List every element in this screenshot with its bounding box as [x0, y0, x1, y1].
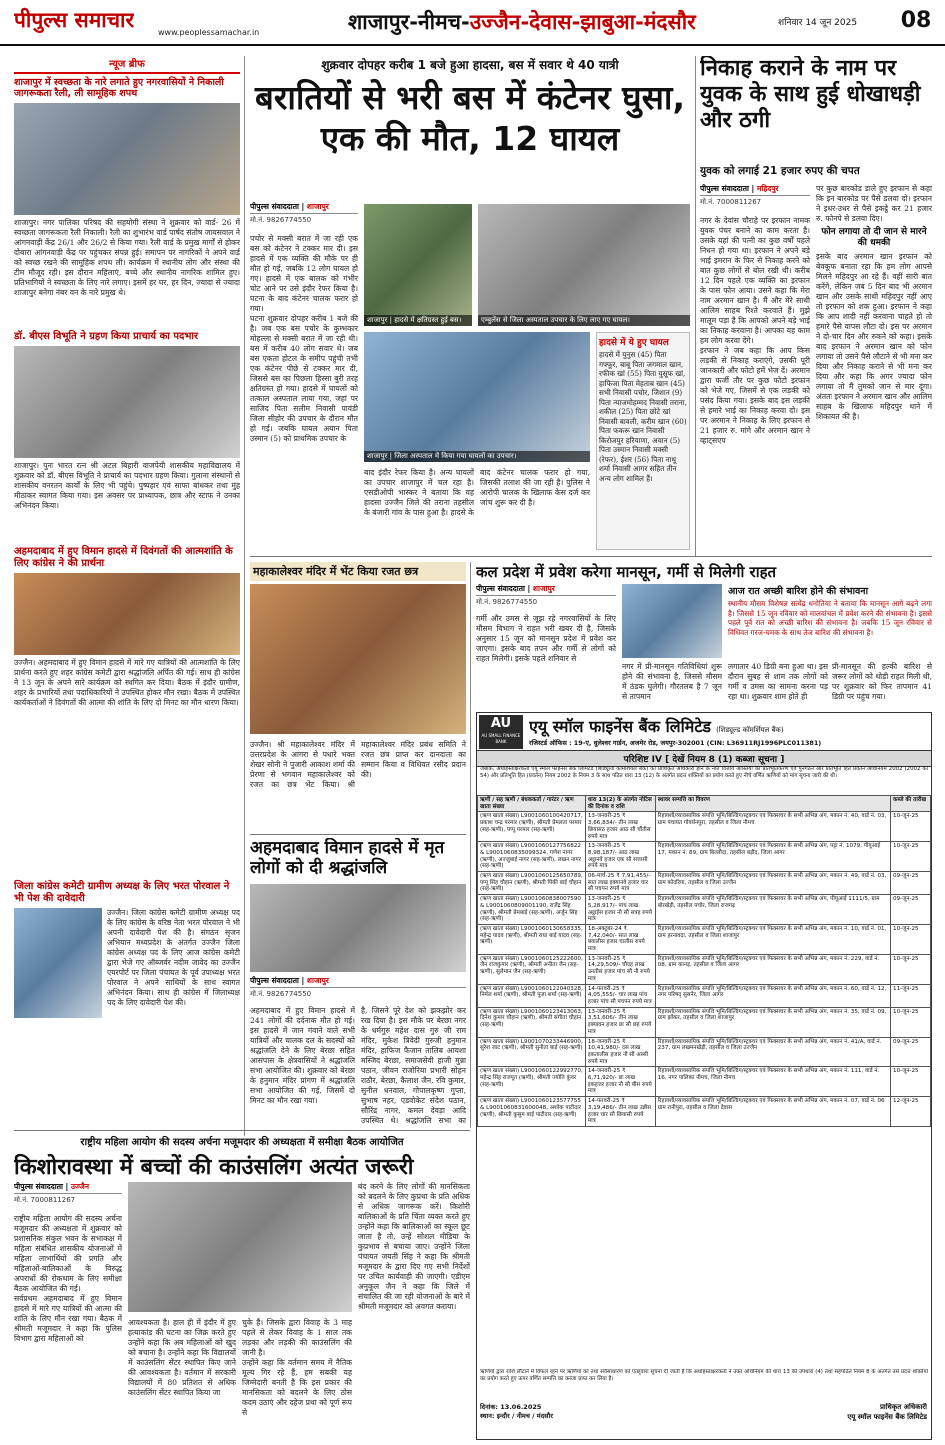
- women-kicker: राष्ट्रीय महिला आयोग की सदस्य अर्चना मजूमदार की अध्यक्षता में समीक्षा बैठक आयोजित: [80, 1137, 404, 1148]
- notice-row: [478, 1097, 931, 1127]
- women-col4: बंद करने के लिए लोगों की मानसिकता को बदलने के लिए कुप्रथा के प्रति अधिक से अधिक जागरूक करें। किशोरी बालिकाओं के प्रति चिंता व्यक्त करते हुए उन्होंने कहा कि बालिकाओं का स्कूल छूट जाता है तो, उन्हें सोशल मीडिया के कुप्रभाव से बचाया जाए। उन्होंने जिला पंचायत जयती सिंह ने कहा कि श्रीमती मजूमदार के द्वारा दिए गए सभी निर्देशों पर उचित कार्यवाही की जाएगी। एडीएम अनुकूल जैन ने कहा कि जिले में संचालित की जा रही योजनाओं के बारे में श्रीमती मजूमदार को अवगत कराया।: [358, 1182, 470, 1312]
- monsoon-intro: स्थानीय मौसम विशेषज्ञ सत्येंद्र धनोतिया ने बताया कि मानसून आगे बढ़ने लगा है। जिससे 15 जून रविवार को मालवांचल में प्रवेश करने की संभावना है। इससे पहले पूर्व रात को अच्छी बारिश की संभावना है। जबकि 15 जून रविवार से विधिवत गरज-चमक के साथ तेज बारिश की संभावना है।: [728, 599, 932, 637]
- bank-notice: [476, 712, 932, 1440]
- fraud-mobile: मो.नं. 7000811267: [700, 198, 762, 206]
- brief-headline-3: अहमदाबाद में हुए विमान हादसे में दिवंगतों की आत्मशांति के लिए कांग्रेस ने की प्रार्थना: [14, 545, 233, 569]
- notice-cell: 14-जनवरी-25 ₹ 6,71,920/- छः लाख इकहत्तर हजार नौ सौ बीस रुपये मात्र: [585, 1067, 655, 1097]
- notice-cell: 12-जून-25: [891, 1097, 931, 1127]
- notice-cell: 13-जनवरी-25 ₹ 5,28,917/- पांच लाख अट्ठाईस हजार नौ सौ सत्रह रुपये मात्र: [585, 895, 655, 925]
- notice-cell: (ऋण खाता संख्या) L9001060125222600, जैन राजकुमार (ऋणी), श्रीमती अनीता जैन (सह-ऋणी), सुलेमान जैन (सह-ऋणी): [478, 954, 586, 984]
- notice-cell: 10-जून-25: [891, 1007, 931, 1037]
- notice-cell: रिहायशी/व्यावसायिक संपत्ति भूमि/बिल्डिंग/स्ट्रक्चर एवं फिक्सचर के सभी अभिन्न अंग, मकान नं. 35, वार्ड नं. 09, ग्राम झोंकर, तहसील व जिला शाजापुर: [655, 1007, 890, 1037]
- injured-box: [596, 332, 690, 550]
- women-mobile: मो.नं. 7000811267: [14, 1196, 76, 1204]
- monsoon-c3: लगातार 40 डिग्री बना हुआ था। इस दौरान सुबह से शाम तक लोगों को गर्मी व उमस का सामना करना पड़ रहा था। शुक्रवार शाम होते ही: [728, 662, 828, 702]
- women-col1: राष्ट्रीय महिला आयोग की सदस्य अर्चना मजूमदार की अध्यक्षता में शुक्रवार को प्रशासनिक संकुल भवन के सभाकक्ष में महिला संबंधित शासकीय योजनाओं में महिला लाभार्थियों की प्रगति और महिलाओं-बालिकाओं के विरुद्ध अपराधों की रोकथाम के लिए समीक्षा बैठक आयोजित की गई। सर्वप्रथम अहमदाबाद में हुए विमान हादसे में मारे गए यात्रियों की आत्मा की शांति के लिए मौन रखा गया। बैठक में श्रीमती मजूमदार ने कहा कि पुलिस विभाग द्वारा महिलाओं को: [14, 1214, 122, 1344]
- notice-sign-title: प्राधिकृत अधिकारी: [879, 1403, 927, 1411]
- notice-cell: (ऋण खाता संख्या) L9001060123413063, दिनेश कुमार चौहान (ऋणी), श्रीमती संगीता चौहान (सह-ऋणी): [478, 1007, 586, 1037]
- page-number: 08: [900, 8, 932, 33]
- notice-row: [478, 924, 931, 954]
- fraud-col2: पर कुछ बारकोड डाले हुए इरफान से कहा कि इन बारकोड पर पैसे डलवा दो। इरफान ने इधर-उधर से पैसे इकट्ठे कर 21 हजार रु. फोनपे से डलवा दिए।: [816, 184, 932, 224]
- notice-cell: 09-जून-25: [891, 1037, 931, 1067]
- notice-row: [478, 954, 931, 984]
- main-photo-ambulance-caption: एम्बुलेंस से जिला अस्पताल उपचार के लिए लाए गए घायल।: [478, 315, 690, 326]
- main-photo-hospital-caption: शाजापुर | जिला अस्पताल में किया गया घायलों का उपचार।: [364, 451, 590, 462]
- brief-text-3: उज्जैन। अहमदाबाद में हुए विमान हादसे में मारे गए यात्रियों की आत्मशांति के लिए प्रार्थना करते हुए शहर कांग्रेस कमेटी द्वारा श्रद्धांजलि अर्पित की गई। साथ ही कांग्रेस ने 13 जून के अपने सारे कार्यक्रम को स्थगित कर दिया। बैठक में इंदौर ग्रामीण, शहर के प्रभारियों तथा पदाधिकारियों ने उपस्थित होकर मौन रखा। बैठक में उपस्थित कार्यकर्ताओं ने दिवंगतों की आत्मा की शांति के लिए दो मिनट का मौन धारण किया।: [14, 657, 240, 707]
- temple-photo: [250, 584, 466, 734]
- ahmedabad-byline: पीपुल्स संवाददाता: [250, 976, 299, 985]
- temple-text: उज्जैन। श्री महाकालेश्वर मंदिर में उत्तरप्रदेश के आगरा से पधारे भक्त शेखर सोनी ने पुजारी आकाश शर्मा की प्रेरणा से भगवान महाकालेश्वर को रजत का छत्र भेंट किया। श्री महाकालेश्वर मंदिर प्रबंध समिति ने रजत छत्र प्राप्त कर दानदाता का सम्मान किया व विधिवत रसीद प्रदान की।: [250, 740, 466, 790]
- notice-header: धारा 13(2) के अंतर्गत नोटिस की दिनांक व राशि: [585, 796, 655, 812]
- notice-cell: 13-जनवरी-25 ₹ 3,66,834/- तीन लाख छियासठ हजार आठ सौ चौंतीस रुपये मात्र: [585, 812, 655, 842]
- notice-row: [478, 895, 931, 925]
- notice-row: [478, 812, 931, 842]
- main-photo-ambulance: [478, 204, 690, 326]
- brief-block-4: [14, 908, 240, 1068]
- ahmedabad-col2: है, जिसने पूरे देश को झकझोर कर रख दिया है। इस मौके पर बेरछा नगर के धर्मगुरु महेश दास गुरु जी राम मंदिर, मुकेश त्रिवेदी गुरुजी हनुमान मंदिर, हाफिज फैजान तालिब आयशा मस्जिद बेरछा, समाजसेवी हाजी मुन्ना पठान, जीवन राजोरिया प्रभारी सोहन राठौर, बेरछा, कैलाश जैन, रवि कुमार, सुनील धनवाल, गोपालकृष्ण गुप्ता, सुभाष नहर, एडवोकेट संदेश पठान, सौरिंद्र नागर, कमल देवड़ा आदि उपस्थित थे। श्रद्धांजलि सभा का: [361, 1006, 466, 1126]
- brief-headline-4: जिला कांग्रेस कमेटी ग्रामीण अध्यक्ष के लिए भरत पोरवाल ने भी पेश की दावेदारी: [14, 880, 230, 904]
- notice-row: [478, 984, 931, 1007]
- notice-cell: (ऋण खाता संख्या) L9001060125650789, पप्पू सिंह चौहान (ऋणी), श्रीमती पिंकी बाई चौहान (सह-ऋणी): [478, 872, 586, 895]
- notice-cell: रिहायशी/व्यावसायिक संपत्ति भूमि/बिल्डिंग/स्ट्रक्चर एवं फिक्सचर के सभी अभिन्न अंग, मकान नं. 41/A, वार्ड नं. 237, ग्राम लखमनखेड़ी, तहसील व जिला उज्जैन: [655, 1037, 890, 1067]
- ahmedabad-col1: अहमदाबाद में हुए विमान हादसे में 241 लोगों की दर्दनाक मौत हो गई। इस हादसे में जान गंवाने वाले सभी यात्रियों और चालक दल के सदस्यों को श्रद्धांजलि देने के लिए बेरछा सहित आसपास के क्षेत्रवासियों ने श्रद्धांजलि सभा आयोजित की। शुक्रवार को बेरछा के हनुमान मंदिर प्रांगण में श्रद्धांजलि सभा आयोजित की गई, जिसमें दो मिनट का मौन रखा गया।: [250, 1006, 355, 1106]
- masthead: [0, 0, 945, 46]
- notice-cell: 14-फरवरी-25 ₹ 3,19,486/- तीन लाख उन्नीस हजार चार सौ छियासी रुपये मात्र: [585, 1097, 655, 1127]
- region-black: शाजापुर-नीमच-: [348, 10, 470, 34]
- notice-sign-bank: एयू स्मॉल फाइनेंस बैंक लिमिटेड: [847, 1412, 927, 1421]
- notice-cell: 10-जून-25: [891, 924, 931, 954]
- fraud-sub2: फोन लगाया तो दी जान से मारने की धमकी: [821, 227, 927, 248]
- notice-intro: जबकि, अधोहस्ताक्षरकर्ता एयू स्मॉल फाइनेंस बैंक लिमिटेड (शिड्यूल्ड कॉमर्शियल बैंक) का प्राधिकृत अधिकारी होने के नाते वित्तीय आस्तियों का प्रतिभूतिकरण एवं पुनर्गठन और प्रतिभूति हित प्रवर्तन अधिनियम 2002 (2002 का 54) और प्रतिभूति हित (प्रवर्तन) नियम 2002 के नियम 3 के साथ पठित धारा 13 (12) के अंतर्गत प्रदत्त शक्तियों का प्रयोग करते हुए नीचे वर्णित ऋणियों को मांग सूचना जारी की थी।: [480, 766, 928, 779]
- notice-row: [478, 1007, 931, 1037]
- monsoon-headline: कल प्रदेश में प्रवेश करेगा मानसून, गर्मी से मिलेगी राहत: [476, 563, 777, 581]
- main-story: शुक्रवार दोपहर करीब 1 बजे हुआ हादसा, बस में सवार थे 40 यात्री बरातियों से भरी बस में कंटेनर घुसा, एक की मौत, 12 घायल पीपुल्स संवाददाता | शाजापुर मो.नं. 9826774550 पचोर से मक्सी बरात में जा रही एक बस को कंटेनर ने टक्कर मार दी। इस हादसे में एक व्यक्ति की मौके पर ही मौत हो गई, जबकि 12 लोग घायल हो गए। हादसे में एक बालक को गंभीर चोट आने पर उसे इंदौर रेफर किया है। घटना के बाद कंटेनर चालक फरार हो गया। घटना शुक्रवार दोपहर करीब 1 बजे की है। जब एक बस पचोर के कुम्भकार मोहल्ला से मक्सी बरात में जा रही थी। बस में करीब 40 लोग सवार थे। जब बस एकता होटल के समीप पहुंची तभी एक कंटेनर पीछे से टक्कर मार दी, जिससे बस का पिछला हिस्सा बुरी तरह क्षतिग्रस्त हो गया। हादसे में घायलों को तत्काल अस्पताल लाया गया, जहां पर साजिद पिता सलीम निवासी पावंडी जिला सीहोर की उपचार के दौरान मौत हो गई। जबकि घायल अयान पिता उस्मान (5) को प्राथमिक उपचार के शाजापुर | हादसे में क्षतिग्रस्त हुई बस। एम्बुलेंस से जिला अस्पताल उपचार के लिए लाए गए घायल। शाजापुर | जिला अस्पताल में किया गया घायलों का उपचार। हादसे में ये हुए घायल हादसे में युनुस (45) पिता गफ्फूर, बाबू पिता जगमाल खान, रफीक खां (55) पिता युसूफ खां, हाफिजा पिता मेहताब खान (45) सभी निवासी पचोर, जिशान (9) पिता न्याजमोहम्मद निवासी तराना, शकील (25) पिता छोटे खां निवासी बावली, करीम खान (60) पिता फकरू खान निवासी किरोजपुर हरियाणा, अयान (5) पिता उस्मान निवासी मक्सी (रेफर), ईशर (56) पिता नाथू शर्मा निवासी आगर सहित तीन अन्य लोग शामिल हैं। बाद इंदौर रेफर किया है। अन्य घायलों का उपचार शाजापुर में चल रहा है। एसडीओपी भास्कर ने बताया कि यह हादसा उज्जैन जिले की तराना तहसील के बंजारी गांव के पास हुआ है। हादसे के बाद कंटेनर चालक फरार हो गया, जिसकी तलाश की जा रही है। पुलिस ने आरोपी चालक के खिलाफ केस दर्ज कर जांच शुरू कर दी है।: [250, 56, 690, 550]
- notice-cell: (ऋण खाता संख्या) L9001060100420717, प्रकाश चन्द्र परमार (ऋणी), श्रीमती प्रेमलता परमार (सह-ऋणी), पप्पू परमार (सह-ऋणी): [478, 812, 586, 842]
- notice-row: [478, 872, 931, 895]
- notice-place: स्थान: इन्दौर / नीमच / मंदसौर: [480, 1412, 553, 1421]
- main-col1: पचोर से मक्सी बरात में जा रही एक बस को कंटेनर ने टक्कर मार दी। इस हादसे में एक व्यक्ति की मौके पर ही मौत हो गई, जबकि 12 लोग घायल हो गए। हादसे में एक बालक को गंभीर चोट आने पर उसे इंदौर रेफर किया है। घटना के बाद कंटेनर चालक फरार हो गया। घटना शुक्रवार दोपहर करीब 1 बजे की है। जब एक बस पचोर के कुम्भकार मोहल्ला से मक्सी बरात में जा रही थी। बस में करीब 40 लोग सवार थे। जब बस एकता होटल के समीप पहुंची तभी एक कंटेनर पीछे से टक्कर मार दी, जिससे बस का पिछला हिस्सा बुरी तरह क्षतिग्रस्त हो गया। हादसे में घायलों को तत्काल अस्पताल लाया गया, जहां पर साजिद पिता सलीम निवासी पावंडी जिला सीहोर की उपचार के दौरान मौत हो गई। जबकि घायल अयान पिता उस्मान (5) को प्राथमिक उपचार के: [250, 234, 358, 444]
- monsoon-byline: पीपुल्स संवाददाता: [476, 584, 525, 593]
- temple-headline: महाकालेश्वर मंदिर में भेंट किया रजत छत्र: [250, 562, 466, 581]
- brief-headline-2: डॉ. बीएस विभूति ने ग्रहण किया प्राचार्य का पदभार: [14, 330, 199, 342]
- notice-cell: 14-फरवरी-25 ₹ 4,05,555/- चार लाख पांच हजार पांच सौ पचपन रुपये मात्र: [585, 984, 655, 1007]
- main-mobile: मो.नं. 9826774550: [250, 216, 312, 224]
- notice-cell: (ऋण खाता संख्या) L9001070233446900, सुरेश जाट (ऋणी), श्रीमती सुनीता बाई (सह-ऋणी): [478, 1037, 586, 1067]
- notice-footer: ऋणियों द्वारा राशि लौटाने में विफल रहने पर ऋणियों को तथा सर्वसाधारण को एतद्द्वारा सूचना दी जाती है कि अधोहस्ताक्षरकर्ता ने उक्त अधिनियम की धारा 13 की उपधारा (4) तथा सहपठित नियम 8 के अंतर्गत उसे प्रदत्त शक्तियों का प्रयोग करते हुए ऊपर वर्णित सम्पत्ति का कब्जा प्राप्त कर लिया है।: [480, 1369, 928, 1382]
- brief-text-4: उज्जैन। जिला कांग्रेस कमेटी ग्रामीण अध्यक्ष पद के लिए कांग्रेस के वरिष्ठ नेता भरत पोरवाल ने भी अपनी दावेदारी पेश की है। संगठन सृजन अभियान मध्यप्रदेश के अंतर्गत उज्जैन जिला कांग्रेस अध्यक्ष पद के लिए आज कांग्रेस कमेटी द्वारा भेजे गए ऑब्जर्वर नदीम जावेद का उज्जैन एयरपोर्ट पर जिला पंचायत के पूर्व उपाध्यक्ष भरत पोरवाल ने अपने साथियों के साथ स्वागत अभिनंदन किया। साथ ही कांग्रेस में जिलाध्यक्ष पद के लिए दावेदारी पेश की।: [107, 907, 240, 1007]
- notice-table: [477, 795, 931, 1127]
- notice-cell: रिहायशी/व्यावसायिक संपत्ति भूमि/बिल्डिंग/स्ट्रक्चर एवं फिक्सचर के सभी अभिन्न अंग, मकान नं. 60, वार्ड नं. 12, नगर परिषद् सुसनेर, जिला आगर: [655, 984, 890, 1007]
- bank-logo-mark: AU: [490, 716, 512, 731]
- notice-cell: 18-अक्टूबर-24 ₹ 7,42,040/- सात लाख बयालीस हजार चालीस रुपये मात्र: [585, 924, 655, 954]
- notice-cell: 18-जनवरी-25 ₹ 10,41,980/- दस लाख इकतालीस हजार नौ सौ अस्सी रुपये मात्र: [585, 1037, 655, 1067]
- ahmedabad-story: अहमदाबाद विमान हादसे में मृत लोगों को दी श्रद्धांजलि पीपुल्स संवाददाता | शाजापुर मो.नं. 9826774550 अहमदाबाद में हुए विमान हादसे में 241 लोगों की दर्दनाक मौत हो गई। इस हादसे में जान गंवाने वाले सभी यात्रियों और चालक दल के सदस्यों को श्रद्धांजलि देने के लिए बेरछा सहित आसपास के क्षेत्रवासियों ने श्रद्धांजलि सभा आयोजित की। शुक्रवार को बेरछा के हनुमान मंदिर प्रांगण में श्रद्धांजलि सभा आयोजित की गई, जिसमें दो मिनट का मौन रखा गया। है, जिसने पूरे देश को झकझोर कर रख दिया है। इस मौके पर बेरछा नगर के धर्मगुरु महेश दास गुरु जी राम मंदिर, मुकेश त्रिवेदी गुरुजी हनुमान मंदिर, हाफिज फैजान तालिब आयशा मस्जिद बेरछा, समाजसेवी हाजी मुन्ना पठान, जीवन राजोरिया प्रभारी सोहन राठौर, बेरछा, कैलाश जैन, रवि कुमार, सुनील धनवाल, गोपालकृष्ण गुप्ता, सुभाष नहर, एडवोकेट संदेश पठान, सौरिंद्र नागर, कमल देवड़ा आदि उपस्थित थे। श्रद्धांजलि सभा का: [250, 834, 466, 1126]
- fraud-sub: युवक को लगाई 21 हजार रुपए की चपत: [700, 165, 860, 177]
- notice-cell: 13-जनवरी-25 ₹ 3,51,606/- तीन लाख इक्यावन हजार छः सौ छह रुपये मात्र: [585, 1007, 655, 1037]
- news-brief-tag: न्यूज ब्रीफ: [14, 56, 240, 74]
- main-byline: पीपुल्स संवाददाता: [250, 202, 299, 211]
- monsoon-mobile: मो.नं. 9826774550: [476, 598, 538, 606]
- region-red: उज्जैन-देवास-झाबुआ-मंदसौर: [469, 10, 696, 34]
- fraud-col3: इसके बाद अरमान खान इरफान को बेवकूफ बनाता रहा कि हम लोग आपसे मिलने महिदपुर आ रहे हैं। वहीं सारी बात करेंगे, लेकिन जब 5 दिन बाद भी अरमान खान और उसके साथी महिदपुर नहीं आए तो इरफान को शक हुआ। इरफान ने कहा कि आप शादी नहीं करवाना चाहते हो तो हमारे पैसे वापस लौटा दो। इस पर अरमान ने दो-चार दिन और रुकने को कहा। इसके बाद इरफान ने अरमान खान को फोन लगाया तो उसने पैसे लौटाने से भी मना कर दिया और निकाह कराने से भी मना कर दिया और कहा कि अगर ज्यादा फोन लगाया तो मैं तुमको जान से मार दूंगा। अंततः इरफान ने अरमान खान और आलिम साहब के खिलाफ महिदपुर थाने में शिकायत की है।: [816, 251, 932, 421]
- ahmedabad-photo: [250, 884, 466, 972]
- notice-cell: 13-जनवरी-25 ₹ 14,29,509/- चौदह लाख उनतीस हजार पांच सौ नौ रुपये मात्र: [585, 954, 655, 984]
- injured-box-text: हादसे में युनुस (45) पिता गफ्फूर, बाबू पिता जगमाल खान, रफीक खां (55) पिता युसूफ खां, हाफिजा पिता मेहताब खान (45) सभी निवासी पचोर, जिशान (9) पिता न्याजमोहम्मद निवासी तराना, शकील (25) पिता छोटे खां निवासी बावली, करीम खान (60) पिता फकरू खान निवासी किरोजपुर हरियाणा, अयान (5) पिता उस्मान निवासी मक्सी (रेफर), ईशर (56) पिता नाथू शर्मा निवासी आगर सहित तीन अन्य लोग शामिल हैं।: [599, 350, 687, 483]
- notice-row: [478, 842, 931, 872]
- fraud-byline: पीपुल्स संवाददाता: [700, 184, 749, 193]
- notice-cell: (ऋण खाता संख्या) L9001060838007590 & L9001060809001190, राजेंद्र सिंह (ऋणी), श्रीमती प्रेमबाई (सह-ऋणी), अर्जुन सिंह (सह-ऋणी): [478, 895, 586, 925]
- bank-title-sub: (शिड्यूल्ड कॉमर्शियल बैंक): [716, 726, 784, 734]
- bank-logo-text: AU SMALL FINANCE BANK: [481, 733, 521, 744]
- notice-cell: 09-जून-25: [891, 895, 931, 925]
- ahmedabad-headline: अहमदाबाद विमान हादसे में मृत लोगों को दी श्रद्धांजलि: [250, 838, 445, 879]
- notice-header: ऋणी / सह ऋणी / बंधककर्ता / गारंटर / ऋण खाता संख्या: [478, 796, 586, 812]
- women-col2: आवश्यकता है। हाल ही में इंदौर में हुए हत्याकांड की घटना का जिक्र करते हुए उन्होंने कहा कि अब महिलाओं को खुद को बचाना है। उन्होंने कहा कि विद्यालयों में काउंसलिंग सेंटर स्थापित किए जाने की आवश्यकता है। वर्तमान में सरकारी विद्यालयों में 80 प्रतिशत से अधिक काउंसलिंग सेंटर स्थापित किया जा: [128, 1318, 236, 1398]
- brief-photo-1: [14, 103, 240, 215]
- notice-cell: (ऋण खाता संख्या) L9001060127756822 & L9001060835099324, गणेश नागर (ऋणी), अज्जुबाई नागर (सह-ऋणी), लखन नागर (सह-ऋणी): [478, 842, 586, 872]
- notice-cell: 10-जून-25: [891, 842, 931, 872]
- notice-cell: रिहायशी/व्यावसायिक संपत्ति भूमि/बिल्डिंग/स्ट्रक्चर एवं फिक्सचर के सभी अभिन्न अंग, मकान नं. 10, वार्ड नं. 01, ग्राम हरनावदा, तहसील व जिला शाजापुर: [655, 924, 890, 954]
- notice-cell: 11-जून-25: [891, 984, 931, 1007]
- bank-title: एयू स्मॉल फाइनेंस बैंक लिमिटेड: [529, 717, 711, 736]
- notice-row: [478, 1067, 931, 1097]
- main-photo-bus-caption: शाजापुर | हादसे में क्षतिग्रस्त हुई बस।: [364, 315, 472, 326]
- monsoon-sub: आज रात अच्छी बारिश होने की संभावना: [728, 586, 869, 597]
- notice-cell: (ऋण खाता संख्या) L9001060123577755 & L9001060831600048, अशोक पाटीदार (ऋणी), श्रीमती कुसुम बाई पाटीदार (सह-ऋणी): [478, 1097, 586, 1127]
- monsoon-story: कल प्रदेश में प्रवेश करेगा मानसून, गर्मी से मिलेगी राहत पीपुल्स संवाददाता | शाजापुर मो.नं. 9826774550 गर्मी और उमस से जूझ रहे नगरवासियों के लिए मौसम विभाग ने राहत भरी खबर दी है, जिसके अनुसार 15 जून को मानसून प्रदेश में प्रवेश कर जाएगा। इसके बाद तपन और गर्मी से लोगों को राहत मिलेगी। इसके पहले शनिवार से आज रात अच्छी बारिश होने की संभावना स्थानीय मौसम विशेषज्ञ सत्येंद्र धनोतिया ने बताया कि मानसून आगे बढ़ने लगा है। जिससे 15 जून रविवार को मालवांचल में प्रवेश करने की संभावना है। इससे पहले पूर्व रात को अच्छी बारिश की संभावना है। जबकि 15 जून रविवार से विधिवत गरज-चमक के साथ तेज बारिश की संभावना है। नगर में प्री-मानसून गतिविधियां शुरू होने की संभावना है, जिससे मौसम में ठंडक घुलेगी। गौरतलब है 7 जून से तापमान लगातार 40 डिग्री बना हुआ था। इस दौरान सुबह से शाम तक लोगों को गर्मी व उमस का सामना करना पड़ रहा था। शुक्रवार शाम होते ही प्री-मानसून की हल्की बारिश से जरूर लोगों को थोड़ी राहत मिली थी, पर शुक्रवार को फिर तापमान 41 डिग्री पर पहुंच गया।: [476, 562, 932, 708]
- ahmedabad-city: शाजापुर: [306, 976, 329, 985]
- notice-header: स्थावर सम्पत्ति का विवरण: [655, 796, 890, 812]
- notice-header: कब्जे की तारीख: [891, 796, 931, 812]
- injured-box-title: हादसे में ये हुए घायल: [599, 338, 669, 348]
- notice-cell: (ऋण खाता संख्या) L9001060122040328, निर्मल शर्मा (ऋणी), श्रीमती पूजा शर्मा (सह-ऋणी): [478, 984, 586, 1007]
- monsoon-c4: प्री-मानसून की हल्की बारिश से जरूर लोगों को थोड़ी राहत मिली थी, पर शुक्रवार को फिर तापमान 41 डिग्री पर पहुंच गया।: [832, 662, 932, 702]
- main-city: शाजापुर: [306, 202, 329, 211]
- women-story: राष्ट्रीय महिला आयोग की सदस्य अर्चना मजूमदार की अध्यक्षता में समीक्षा बैठक आयोजित किशोरावस्था में बच्चों की काउंसलिंग अत्यंत जरूरी पीपुल्स संवाददाता | उज्जैन मो.नं. 7000811267 राष्ट्रीय महिला आयोग की सदस्य अर्चना मजूमदार की अध्यक्षता में शुक्रवार को प्रशासनिक संकुल भवन के सभाकक्ष में महिला संबंधित शासकीय योजनाओं में महिला लाभार्थियों की प्रगति और महिलाओं-बालिकाओं के विरुद्ध अपराधों की रोकथाम के लिए समीक्षा बैठक आयोजित की गई। सर्वप्रथम अहमदाबाद में हुए विमान हादसे में मारे गए यात्रियों की आत्मा की शांति के लिए मौन रखा गया। बैठक में श्रीमती मजूमदार ने कहा कि पुलिस विभाग द्वारा महिलाओं को आवश्यकता है। हाल ही में इंदौर में हुए हत्याकांड की घटना का जिक्र करते हुए उन्होंने कहा कि अब महिलाओं को खुद को बचाना है। उन्होंने कहा कि विद्यालयों में काउंसलिंग सेंटर स्थापित किए जाने की आवश्यकता है। वर्तमान में सरकारी विद्यालयों में 80 प्रतिशत से अधिक काउंसलिंग सेंटर स्थापित किया जा चुके हैं। जिसके द्वारा विवाह के 3 माह पहले से लेकर विवाह के 1 साल तक लड़का और लड़की की काउंसलिंग की जानी है। उन्होंने कहा कि वर्तमान समय में नैतिक मूल्य गिर रहे हैं, हम सबकी यह जिम्मेदारी बनती है कि इस प्रकार की मानसिकता को बदलने के लिए ठोस कदम उठाएं और दहेज प्रथा को पूर्ण रूप से बंद करने के लिए लोगों की मानसिकता को बदलने के लिए कुप्रथा के प्रति अधिक से अधिक जागरूक करें। किशोरी बालिकाओं के प्रति चिंता व्यक्त करते हुए उन्होंने कहा कि बालिकाओं का स्कूल छूट जाता है तो, उन्हें सोशल मीडिया के कुप्रभाव से बचाया जाए। उन्होंने जिला पंचायत जयती सिंह ने कहा कि श्रीमती मजूमदार के द्वारा दिए गए सभी निर्देशों पर उचित कार्यवाही की जाएगी। एडीएम अनुकूल जैन ने कहा कि जिले में संचालित की जा रही योजनाओं के बारे में श्रीमती मजूमदार को अवगत कराया।: [14, 1134, 470, 1440]
- notice-cell: (ऋण खाता संख्या) L9001060130658335, महेन्द्र यादव (ऋणी), श्रीमती राधा बाई यादव (सह-ऋणी): [478, 924, 586, 954]
- notice-cell: रिहायशी/व्यावसायिक संपत्ति भूमि/बिल्डिंग/स्ट्रक्चर एवं फिक्सचर के सभी अभिन्न अंग, पीयूआई 1111/5, ग्राम बोरखेड़ी, तहसील पचोर, जिला राजगढ़: [655, 895, 890, 925]
- main-kicker: शुक्रवार दोपहर करीब 1 बजे हुआ हादसा, बस में सवार थे 40 यात्री: [321, 58, 619, 72]
- masthead-date: शनिवार 14 जून 2025: [778, 18, 858, 28]
- notice-cell: 13-जनवरी-25 ₹ 8,98,187/- आठ लाख अट्ठानवे हजार एक सौ सत्तासी रुपये मात्र: [585, 842, 655, 872]
- women-headline: किशोरावस्था में बच्चों की काउंसलिंग अत्यंत जरूरी: [14, 1155, 414, 1180]
- brief-photo-2: [14, 346, 240, 458]
- masthead-logo: पीपुल्स समाचार: [14, 8, 135, 32]
- notice-cell: 10-जून-25: [891, 812, 931, 842]
- women-city: उज्जैन: [70, 1182, 90, 1191]
- main-photo-hospital: [364, 332, 590, 462]
- bank-logo: [479, 715, 523, 749]
- notice-cell: (ऋण खाता संख्या) L9001060122992770, महेन्द्र सिंह राजपूत (ऋणी), श्रीमती ज्योति कुंवर (सह-ऋणी): [478, 1067, 586, 1097]
- brief-photo-4: [14, 908, 102, 1018]
- notice-cell: रिहायशी/व्यावसायिक संपत्ति भूमि/बिल्डिंग/स्ट्रक्चर एवं फिक्सचर के सभी अभिन्न अंग, पट्टा नं. 1079, पीयूआई 17, मकान नं. 89, ग्राम बिल्लौदा, तहसील बड़ौद, जिला आगर: [655, 842, 890, 872]
- monsoon-c2: नगर में प्री-मानसून गतिविधियां शुरू होने की संभावना है, जिससे मौसम में ठंडक घुलेगी। गौरतलब है 7 जून से तापमान: [622, 662, 722, 702]
- notice-cell: रिहायशी/व्यावसायिक संपत्ति भूमि/बिल्डिंग/स्ट्रक्चर एवं फिक्सचर के सभी अभिन्न अंग, मकान नं. 49, वार्ड नं. 03, ग्राम कोदरिया, तहसील व जिला उज्जैन: [655, 872, 890, 895]
- fraud-city: महिदपुर: [756, 184, 779, 193]
- bank-address: रजिस्टर्ड ऑफिस : 19-ए, धुलेश्वर गार्डन, अजमेर रोड, जयपुर-302001 (CIN: L36911RJ1996PLC011381): [529, 739, 822, 747]
- women-byline: पीपुल्स संवाददाता: [14, 1182, 63, 1191]
- monsoon-photo: [622, 584, 722, 658]
- brief-text-2: शाजापुर। पुनः भारत रत्न श्री अटल बिहारी वाजपेयी शासकीय महाविद्यालय में शुक्रवार को डॉ. बीएस विभूति ने प्राचार्य का पदभार ग्रहण किया। गुलाना संस्थानों से शासकीय वनरतन कार्यों के लिए भी पहुंचे। पुष्पहार एवं साफा बांधकर तथा मुंह मीठाकर स्वागत किया गया। इस अवसर पर प्राध्यापक, छात्र और स्टाफ ने उनका अभिनंदन किया।: [14, 460, 240, 510]
- notice-cell: 10-जून-25: [891, 954, 931, 984]
- notice-date: दिनांक: 13.06.2025: [480, 1403, 542, 1411]
- notice-cell: रिहायशी/व्यावसायिक संपत्ति भूमि/बिल्डिंग/स्ट्रक्चर एवं फिक्सचर के सभी अभिन्न अंग, मकान नं. 229, वार्ड नं. 08, ग्राम कानड़, तहसील व जिला आगर: [655, 954, 890, 984]
- notice-cell: रिहायशी/व्यावसायिक संपत्ति भूमि/बिल्डिंग/स्ट्रक्चर एवं फिक्सचर के सभी अभिन्न अंग, मकान नं. 07, वार्ड नं. 06 ग्राम रानीपुरा, तहसील व जिला देवास: [655, 1097, 890, 1127]
- fraud-headline: निकाह कराने के नाम पर युवक के साथ हुई धोखाधड़ी और ठगी: [700, 56, 921, 133]
- masthead-region: [348, 8, 768, 36]
- main-headline: बरातियों से भरी बस में कंटेनर घुसा, एक की मौत, 12 घायल: [255, 78, 685, 159]
- brief-text-1: शाजापुर। नगर पालिका परिषद की सहयोगी संस्था ने शुक्रवार को वार्ड- 26 में स्वच्छता जागरूकता रैली निकाली। रैली का शुभारंभ वार्ड पार्षद संतोष जायसवाल ने आंगनवाड़ी केंद्र 26/1 और 26/2 से किया गया। रैली वार्ड के प्रमुख मार्गों से होकर दोबारा आंगनवाड़ी केंद्र पर पहुंचकर संपन्न हुई। समापन पर नागरिकों ने अपने वार्ड को स्वच्छ रखने की सामूहिक शपथ ली। कार्यक्रम में स्थानीय लोग और संस्था की टीम मौजूद रही। इस दौरान महिलाएं, बच्चे और स्थानीय नागरिक शामिल हुए। प्रतिभागियों ने स्वच्छता के लिए नारे लगाए। इसमें हर घर, हर दिन, ज्यादा से ज्यादा शाजापुर बनेगा नंबर वन के नारे प्रमुख थे।: [14, 217, 240, 297]
- left-column: [14, 56, 240, 1116]
- brief-headline-1: शाजापुर में स्वच्छता के नारे लगाते हुए नगरवासियों ने निकाली जागरूकता रैली, ली सामूहिक शपथ: [14, 77, 224, 100]
- notice-title: परिशिष्ट IV [ देखें नियम 8 (1) कब्जा सूचना ]: [477, 751, 931, 767]
- women-col3: चुके हैं। जिसके द्वारा विवाह के 3 माह पहले से लेकर विवाह के 1 साल तक लड़का और लड़की की काउंसलिंग की जानी है। उन्होंने कहा कि वर्तमान समय में नैतिक मूल्य गिर रहे हैं, हम सबकी यह जिम्मेदारी बनती है कि इस प्रकार की मानसिकता को बदलने के लिए ठोस कदम उठाएं और दहेज प्रथा को पूर्ण रूप से: [242, 1318, 352, 1418]
- ahmedabad-mobile: मो.नं. 9826774550: [250, 990, 312, 998]
- main-photo-bus: [364, 204, 472, 326]
- fraud-story: निकाह कराने के नाम पर युवक के साथ हुई धोखाधड़ी और ठगी युवक को लगाई 21 हजार रुपए की चपत पीपुल्स संवाददाता | महिदपुर मो.नं. 7000811267 नगर के देवांस चौराहे पर इरफान नामक युवक पंचर बनाने का काम करता है। उसके यहां की पत्नी का कुछ वर्षों पहले निधन हो गया था। इरफान ने अपने बड़े भाई इमरान के फिर से निकाह करने को बात कुछ लोगों से बोल रखी थी। करीब 12 दिन पहले एक व्यक्ति का इरफान के पास फोन आया। उसने कहा कि मेरा नाम अरमान खान है। मैं और मेरे साथी आलिम साहब रिश्ते करवाते हैं। मुझे मालूम पड़ा है कि आपको अपने बड़े भाई का निकाह करवाना है। आपका यह काम हम लोग करवा देंगे। इरफान ने जब कहा कि आप किस लड़की से निकाह कराएंगे, उसकी पूरी जानकारी और फोटो हमें भेज दें। अरमान द्वारा फर्जी तौर पर कुछ फोटो इरफान को भेजे गए, जिसमें से एक लड़की को पसंद किया गया। इसके बाद इस लड़की से हमारे भाई का निकाह करवा दो। इस पर अरमान ने निकाह के लिए इरफान से 21 हजार रु. मांगे और अरमान खान ने व्हाट्सएप पर कुछ बारकोड डाले हुए इरफान से कहा कि इन बारकोड पर पैसे डलवा दो। इरफान ने इधर-उधर से पैसे इकट्ठे कर 21 हजार रु. फोनपे से डलवा दिए। फोन लगाया तो दी जान से मारने की धमकी इसके बाद अरमान खान इरफान को बेवकूफ बनाता रहा कि हम लोग आपसे मिलने महिदपुर आ रहे हैं। वहीं सारी बात करेंगे, लेकिन जब 5 दिन बाद भी अरमान खान और उसके साथी महिदपुर नहीं आए तो इरफान को शक हुआ। इरफान ने कहा कि आप शादी नहीं करवाना चाहते हो तो हमारे पैसे वापस लौटा दो। इस पर अरमान ने दो-चार दिन और रुकने को कहा। इसके बाद इरफान ने अरमान खान को फोन लगाया तो उसने पैसे लौटाने से भी मना कर दिया और निकाह कराने से भी मना कर दिया और कहा कि अगर ज्यादा फोन लगाया तो मैं तुमको जान से मार दूंगा। अंततः इरफान ने अरमान खान और आलिम साहब के खिलाफ महिदपुर थाने में शिकायत की है।: [700, 56, 932, 556]
- notice-cell: रिहायशी/व्यावसायिक संपत्ति भूमि/बिल्डिंग/स्ट्रक्चर एवं फिक्सचर के सभी अभिन्न अंग, मकान नं. 111, वार्ड नं. 16, नगर पालिका नीमच, जिला नीमच: [655, 1067, 890, 1097]
- women-photo: [128, 1182, 352, 1312]
- brief-photo-3: [14, 573, 240, 655]
- monsoon-city: शाजापुर: [532, 584, 555, 593]
- notice-cell: 09-जून-25: [891, 872, 931, 895]
- masthead-website[interactable]: www.peoplessamachar.in: [158, 28, 260, 37]
- main-col2: बाद इंदौर रेफर किया है। अन्य घायलों का उपचार शाजापुर में चल रहा है। एसडीओपी भास्कर ने बताया कि यह हादसा उज्जैन जिले की तराना तहसील के बंजारी गांव के पास हुआ है। हादसे के बाद कंटेनर चालक फरार हो गया, जिसकी तलाश की जा रही है। पुलिस ने आरोपी चालक के खिलाफ केस दर्ज कर जांच शुरू कर दी है।: [364, 468, 590, 518]
- monsoon-lead: गर्मी और उमस से जूझ रहे नगरवासियों के लिए मौसम विभाग ने राहत भरी खबर दी है, जिसके अनुसार 15 जून को मानसून प्रदेश में प्रवेश कर जाएगा। इसके बाद तपन और गर्मी से लोगों को राहत मिलेगी। इसके पहले शनिवार से: [476, 614, 616, 664]
- notice-cell: 06-मार्च-25 ₹ 7,91,455/- सात लाख इक्यानवे हजार चार सौ पचपन रुपये मात्र: [585, 872, 655, 895]
- notice-cell: 10-जून-25: [891, 1067, 931, 1097]
- temple-story: [250, 562, 466, 830]
- notice-cell: रिहायशी/व्यावसायिक संपत्ति भूमि/बिल्डिंग/स्ट्रक्चर एवं फिक्सचर के सभी अभिन्न अंग, मकान नं. 40, वार्ड नं. 03, ग्राम पंचायत गोवर्धनपुरा, तहसील व जिला नीमच: [655, 812, 890, 842]
- notice-row: [478, 1037, 931, 1067]
- fraud-col1: नगर के देवांस चौराहे पर इरफान नामक युवक पंचर बनाने का काम करता है। उसके यहां की पत्नी का कुछ वर्षों पहले निधन हो गया था। इरफान ने अपने बड़े भाई इमरान के फिर से निकाह करने को बात कुछ लोगों से बोल रखी थी। करीब 12 दिन पहले एक व्यक्ति का इरफान के पास फोन आया। उसने कहा कि मेरा नाम अरमान खान है। मैं और मेरे साथी आलिम साहब रिश्ते करवाते हैं। मुझे मालूम पड़ा है कि आपको अपने बड़े भाई का निकाह करवाना है। आपका यह काम हम लोग करवा देंगे। इरफान ने जब कहा कि आप किस लड़की से निकाह कराएंगे, उसकी पूरी जानकारी और फोटो हमें भेज दें। अरमान द्वारा फर्जी तौर पर कुछ फोटो इरफान को भेजे गए, जिसमें से एक लड़की को पसंद किया गया। इसके बाद इस लड़की से हमारे भाई का निकाह करवा दो। इस पर अरमान ने निकाह के लिए इरफान से 21 हजार रु. मांगे और अरमान खान ने व्हाट्सएप: [700, 216, 810, 446]
